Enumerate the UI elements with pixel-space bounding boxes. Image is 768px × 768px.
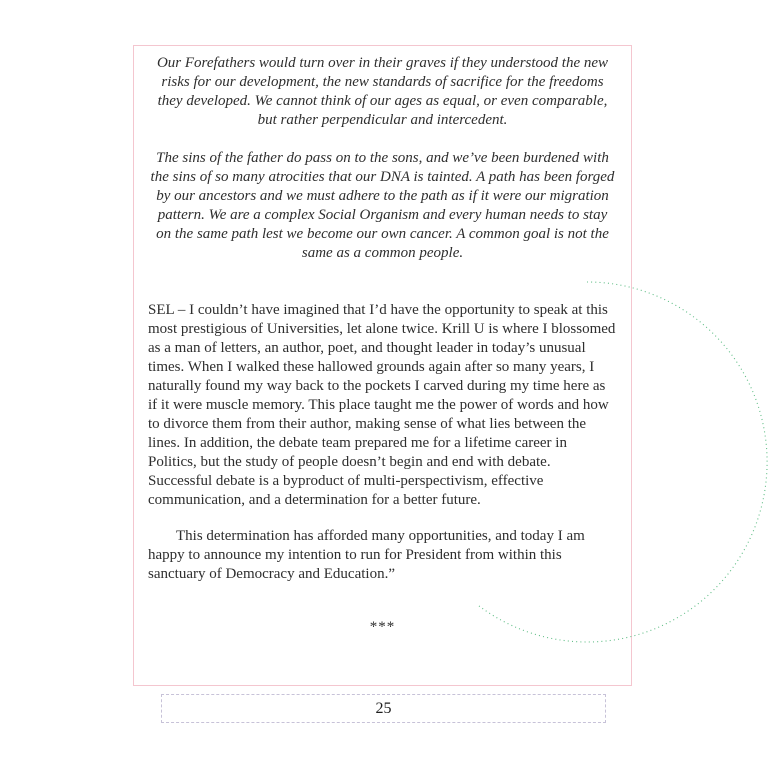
epigraph-quote-1: Our Forefathers would turn over in their graves if they understood the new risks for our development, the new standards of sacrifice for the freedoms they developed. We cannot think of our ages as equal, or even comparable, but rather perpendicular and intercedent. <box>156 55 609 128</box>
section-break-asterisks: *** <box>369 619 396 635</box>
page-text-frame[interactable] <box>133 45 632 686</box>
page-number-field[interactable] <box>161 694 606 723</box>
speech-closing-paragraph: This determination has afforded many opportunities, and today I am happy to announce my intention to run for President from within this sanctuary of Democracy and Education.” <box>148 528 585 582</box>
epigraph-quote-2: The sins of the father do pass on to the sons, and we’ve been burdened with the sins of so many atrocities that our DNA is tainted. A path has been forged by our ancestors and we must adhere to the path as if it were our migration pattern. We are a complex Social Organism and every human needs to stay on the same path lest we become our own cancer. A common goal is not the same as a common people. <box>150 150 615 261</box>
page-number: 25 <box>375 699 392 717</box>
speech-opening-paragraph: SEL – I couldn’t have imagined that I’d have the opportunity to speak at this most prestigious of Universities, let alone twice. Krill U is where I blossomed as a man of letters, an author, poet, and thought leader in today’s unusual times. When I walked these hallowed grounds again after so many years, I naturally found my way back to the pockets I carved during my time here as if it were muscle memory. This place taught me the power of words and how to divorce them from their author, making sense of what lies between the lines. In addition, the debate team prepared me for a lifetime career in Politics, but the study of people doesn’t begin and end with debate. Successful debate is a byproduct of multi-perspectivism, effective communication, and a determination for a better future. <box>148 302 616 508</box>
